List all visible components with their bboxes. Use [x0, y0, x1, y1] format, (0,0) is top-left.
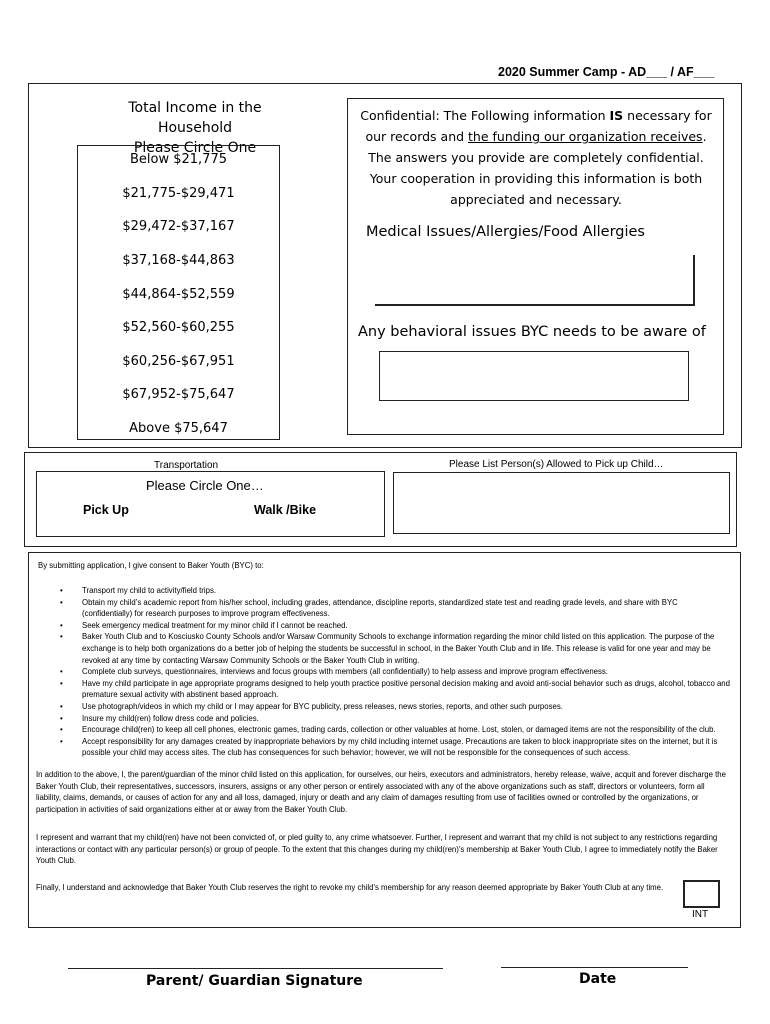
transportation-instruction: Please Circle One…	[146, 478, 264, 493]
income-option[interactable]: $37,168-$44,863	[122, 253, 235, 268]
consent-item: • Complete club surveys, questionnaires, interviews and focus groups with members (all confidentially) to help assess and improve program effectiveness.	[36, 666, 730, 678]
income-option[interactable]: $52,560-$60,255	[122, 320, 235, 335]
parent-signature-label: Parent/ Guardian Signature	[146, 973, 363, 989]
pickup-persons-label: Please List Person(s) Allowed to Pick up Child…	[449, 459, 664, 470]
parent-signature-line[interactable]	[68, 968, 443, 969]
income-option[interactable]: Below $21,775	[129, 152, 227, 167]
consent-item: • Encourage child(ren) to keep all cell phones, electronic games, trading cards, collection or other valuables at home. Lost, stolen, or damaged items are not the responsibility of the club.	[36, 724, 730, 736]
medical-issues-label: Medical Issues/Allergies/Food Allergies	[366, 224, 645, 240]
warranty-paragraph: I represent and warrant that my child(ren) have not been convicted of, or pled guilty to, any crime whatsoever. Further, I represent and warrant that my child is not subject to any restrictions regarding interactions or contact with any particular person(s) or group of people. To the extent that this changes during my child(ren)'s membership at Baker Youth Club, I agree to immediately notify the Baker Youth Club.	[36, 833, 718, 866]
confidential-prefix: Confidential: The Following information	[360, 108, 610, 123]
income-title-line2: Please Circle One	[133, 140, 257, 156]
confidential-underlined: the funding our organization receives	[468, 129, 703, 144]
date-line[interactable]	[501, 967, 688, 968]
revoke-paragraph: Finally, I understand and acknowledge that Baker Youth Club reserves the right to revoke my child's membership for any reason deemed appropriate by Baker Youth Club at any time.	[36, 883, 664, 892]
consent-item: • Baker Youth Club and to Kosciusko County Schools and/or Warsaw Community Schools to exchange information regarding the minor child listed on this application. The purpose of the exchange is to help both organizations do a better job of helping the students be successful in school, in the Baker Youth Club and in life. This release is valid for one year and may be revoked at any time by contacting Warsaw Community Schools or the Baker Youth Club in writing.	[36, 631, 730, 666]
income-title-line1: Total Income in the Household	[128, 100, 262, 136]
consent-list	[36, 585, 730, 759]
consent-item: • Obtain my child’s academic report from his/her school, including grades, attendance, discipline reports, standardized state test and reading grade levels, and share with BYC (confidentially) for research purposes to improve program effectiveness.	[36, 597, 730, 620]
income-options-list	[77, 145, 280, 440]
consent-item: • Accept responsibility for any damages created by inappropriate behaviors by my child including internet usage. Precautions are taken to block inappropriate sites on the internet, but it is possible your child may access sites. The club has consequences for such behavior; however, we will not be responsible for the consequences of such access.	[36, 736, 730, 759]
walk-bike-option[interactable]: Walk /Bike	[254, 503, 317, 517]
transportation-label: Transportation	[154, 460, 219, 471]
confidential-notice	[355, 105, 717, 210]
initials-label: INT	[692, 909, 709, 920]
consent-item: • Use photograph/videos in which my child or I may appear for BYC publicity, press releases, news stories, reports, and other such purposes.	[36, 701, 730, 713]
behavioral-issues-field[interactable]	[379, 351, 689, 401]
confidential-is-word: IS	[609, 108, 624, 123]
income-option[interactable]: $67,952-$75,647	[122, 387, 235, 402]
income-option[interactable]: $29,472-$37,167	[122, 219, 235, 234]
camp-header-title: 2020 Summer Camp - AD___ / AF___	[498, 65, 715, 79]
confidential-rest: . The answers you provide are completely confidential. Your cooperation in providing this information is both appreciated and necessary.	[368, 129, 707, 207]
consent-intro: By submitting application, I give consent to Baker Youth (BYC) to:	[38, 561, 264, 570]
date-label: Date	[579, 971, 617, 987]
pickup-persons-field[interactable]	[393, 472, 730, 534]
consent-item: • Seek emergency medical treatment for my minor child if I cannot be reached.	[36, 620, 730, 632]
initials-box[interactable]	[683, 880, 720, 908]
confidential-mid: necessary for our records and	[365, 108, 712, 144]
behavioral-issues-label: Any behavioral issues BYC needs to be aware of	[358, 324, 706, 340]
pickup-option[interactable]: Pick Up	[83, 503, 129, 517]
consent-item: • Have my child participate in age appropriate programs designed to help youth practice positive personal decision making and avoid anti-social behavior such as drugs, alcohol, tobacco and premature sexual activity with abstinent based approach.	[36, 678, 730, 701]
consent-item: • Insure my child(ren) follow dress code and policies.	[36, 713, 730, 725]
medical-issues-field[interactable]	[375, 255, 695, 305]
income-option[interactable]: $44,864-$52,559	[122, 287, 235, 302]
income-option[interactable]: $60,256-$67,951	[122, 354, 235, 369]
release-paragraph: In addition to the above, I, the parent/guardian of the minor child listed on this application, for ourselves, our heirs, executors and administrators, hereby release, waive, acquit and forever discharge the Baker Youth Club, their representatives, successors, insurers, assigns or any other person or entirely associated with any of the above organizations such as staff, directors or volunteers, form all liability, claims, demands, or causes of action for any and all loss, damaged, injury or death and any claim of damages resulting from use of facilities owned or controlled by the organizations, or participation in activities of said organizations either at or away from the Baker Youth Club.	[36, 770, 726, 814]
consent-item: • Transport my child to activity/field trips.	[36, 585, 730, 597]
income-option[interactable]: Above $75,647	[129, 421, 228, 436]
income-option[interactable]: $21,775-$29,471	[122, 186, 235, 201]
